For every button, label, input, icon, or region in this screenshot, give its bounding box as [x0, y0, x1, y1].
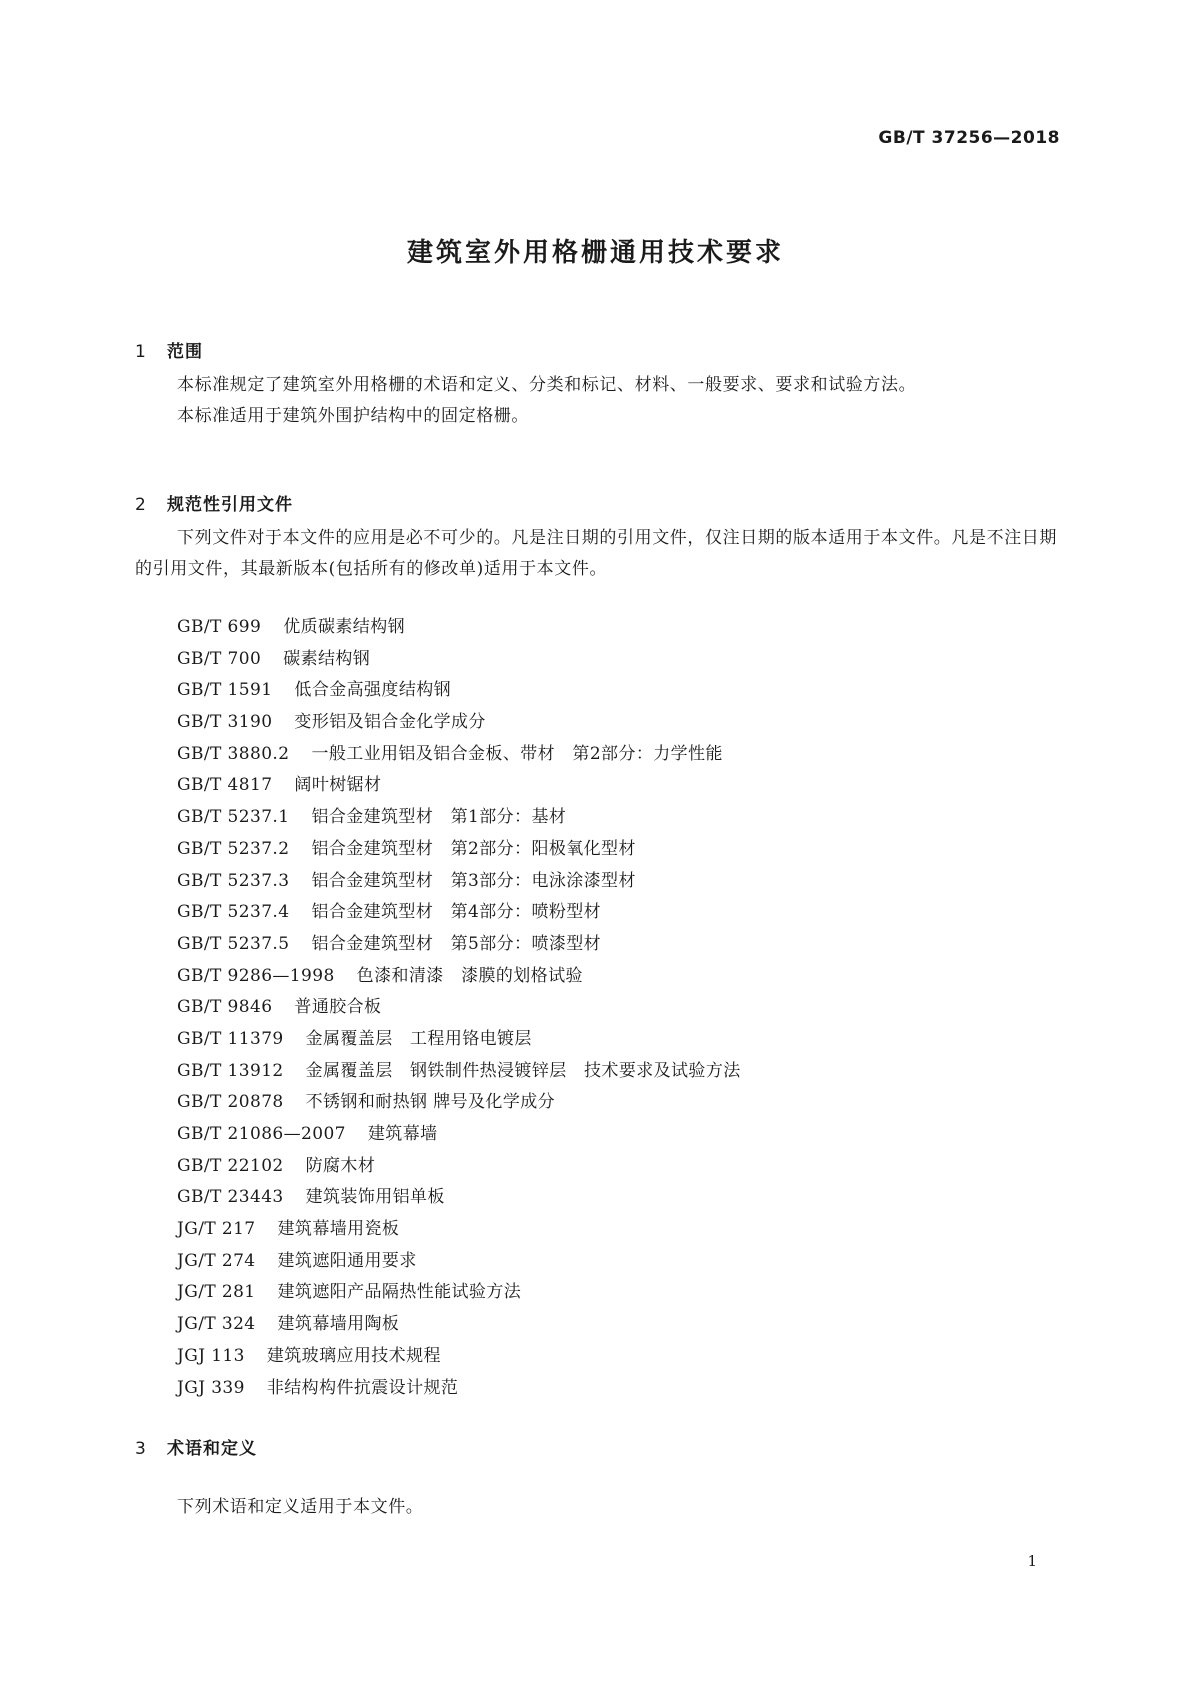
list-item: [177, 739, 741, 771]
reference-code: JGJ 339: [177, 1377, 245, 1398]
list-item: [177, 644, 741, 676]
section-title: 规范性引用文件: [167, 495, 293, 515]
reference-title: 优质碳素结构钢: [283, 617, 406, 637]
reference-code: GB/T 20878: [177, 1092, 284, 1113]
reference-code: JG/T 281: [177, 1282, 256, 1303]
standard-code: GB/T 37256—2018: [878, 128, 1060, 148]
list-item: [177, 1309, 741, 1341]
list-item: [177, 1119, 741, 1151]
list-item: [177, 1214, 741, 1246]
list-item: [177, 1277, 741, 1309]
reference-code: GB/T 700: [177, 648, 262, 669]
reference-code: JG/T 324: [177, 1314, 256, 1335]
list-item: [177, 897, 741, 929]
reference-title: 金属覆盖层 工程用铬电镀层: [305, 1028, 532, 1049]
reference-title: 阔叶树锯材: [294, 775, 382, 796]
reference-title: 建筑遮阳产品隔热性能试验方法: [277, 1282, 522, 1303]
section-number: 3: [135, 1439, 147, 1459]
scope-paragraph-2: 本标准适用于建筑外围护结构中的固定格栅。: [177, 406, 529, 426]
list-item: [177, 1182, 741, 1214]
reference-title: 铝合金建筑型材 第4部分：喷粉型材: [311, 902, 602, 923]
reference-code: GB/T 11379: [177, 1028, 284, 1049]
reference-title: 防腐木材: [305, 1155, 376, 1176]
list-item: [177, 707, 741, 739]
reference-code: GB/T 5237.5: [177, 933, 290, 954]
reference-code: GB/T 5237.3: [177, 870, 290, 891]
list-item: [177, 1087, 741, 1119]
reference-title: 铝合金建筑型材 第2部分：阳极氧化型材: [311, 838, 636, 859]
reference-code: GB/T 23443: [177, 1187, 284, 1208]
reference-code: GB/T 4817: [177, 775, 273, 796]
reference-title: 建筑幕墙: [367, 1124, 438, 1144]
references-intro-paragraph: 下列文件对于本文件的应用是必不可少的。凡是注日期的引用文件，仅注日期的版本适用于本文件。凡是不注日期的引用文件，其最新版本(包括所有的修改单)适用于本文件。: [135, 528, 1057, 579]
reference-title: 建筑遮阳通用要求: [277, 1250, 417, 1271]
list-item: [177, 834, 741, 866]
list-item: [177, 770, 741, 802]
reference-code: GB/T 9286—1998: [177, 965, 335, 986]
reference-title: 金属覆盖层 钢铁制件热浸镀锌层 技术要求及试验方法: [305, 1060, 741, 1081]
reference-title: 铝合金建筑型材 第3部分：电泳涂漆型材: [311, 870, 636, 891]
reference-title: 铝合金建筑型材 第1部分：基材: [311, 807, 567, 828]
reference-code: JG/T 217: [177, 1219, 256, 1240]
reference-code: GB/T 1591: [177, 680, 273, 701]
section-title: 范围: [167, 342, 203, 362]
list-item: [177, 1341, 741, 1373]
reference-title: 非结构构件抗震设计规范: [266, 1377, 459, 1398]
list-item: [177, 1246, 741, 1278]
list-item: [177, 961, 741, 993]
reference-title: 一般工业用铝及铝合金板、带材 第2部分：力学性能: [311, 743, 723, 764]
document-title: 建筑室外用格栅通用技术要求: [406, 238, 784, 268]
scope-paragraph-1: 本标准规定了建筑室外用格栅的术语和定义、分类和标记、材料、一般要求、要求和试验方法。: [177, 375, 917, 395]
section-number: 2: [135, 495, 147, 515]
section-heading-scope: [135, 337, 203, 362]
reference-title: 建筑装饰用铝单板: [305, 1187, 445, 1208]
reference-title: 建筑幕墙用瓷板: [277, 1219, 400, 1240]
reference-title: 铝合金建筑型材 第5部分：喷漆型材: [311, 933, 602, 954]
list-item: [177, 1056, 741, 1088]
reference-code: JGJ 113: [177, 1345, 245, 1366]
reference-code: GB/T 9846: [177, 997, 273, 1018]
reference-list: [177, 612, 741, 1404]
section-heading-normative-references: [135, 490, 293, 515]
list-item: [177, 1024, 741, 1056]
reference-code: GB/T 5237.4: [177, 902, 290, 923]
list-item: [177, 802, 741, 834]
section-heading-terms-definitions: [135, 1434, 257, 1459]
list-item: [177, 1151, 741, 1183]
list-item: [177, 675, 741, 707]
reference-title: 碳素结构钢: [283, 648, 371, 669]
reference-code: JG/T 274: [177, 1250, 256, 1271]
reference-code: GB/T 3880.2: [177, 743, 290, 764]
reference-code: GB/T 13912: [177, 1060, 284, 1081]
list-item: [177, 992, 741, 1024]
reference-code: GB/T 21086—2007: [177, 1124, 346, 1144]
terms-intro-paragraph: 下列术语和定义适用于本文件。: [177, 1497, 424, 1517]
page-number: 1: [1027, 1552, 1037, 1570]
reference-title: 建筑玻璃应用技术规程: [266, 1345, 441, 1366]
reference-code: GB/T 5237.2: [177, 838, 290, 859]
reference-code: GB/T 5237.1: [177, 807, 290, 828]
reference-code: GB/T 3190: [177, 712, 273, 733]
section-number: 1: [135, 342, 147, 362]
list-item: [177, 612, 741, 644]
reference-title: 普通胶合板: [294, 997, 382, 1018]
list-item: [177, 1373, 741, 1405]
list-item: [177, 929, 741, 961]
reference-title: 建筑幕墙用陶板: [277, 1314, 400, 1335]
reference-title: 变形铝及铝合金化学成分: [294, 712, 486, 733]
reference-code: GB/T 699: [177, 617, 262, 637]
reference-title: 不锈钢和耐热钢 牌号及化学成分: [305, 1092, 556, 1113]
list-item: [177, 866, 741, 898]
reference-code: GB/T 22102: [177, 1155, 284, 1176]
section-title: 术语和定义: [167, 1439, 257, 1459]
reference-title: 色漆和清漆 漆膜的划格试验: [356, 965, 583, 986]
reference-title: 低合金高强度结构钢: [294, 680, 452, 701]
